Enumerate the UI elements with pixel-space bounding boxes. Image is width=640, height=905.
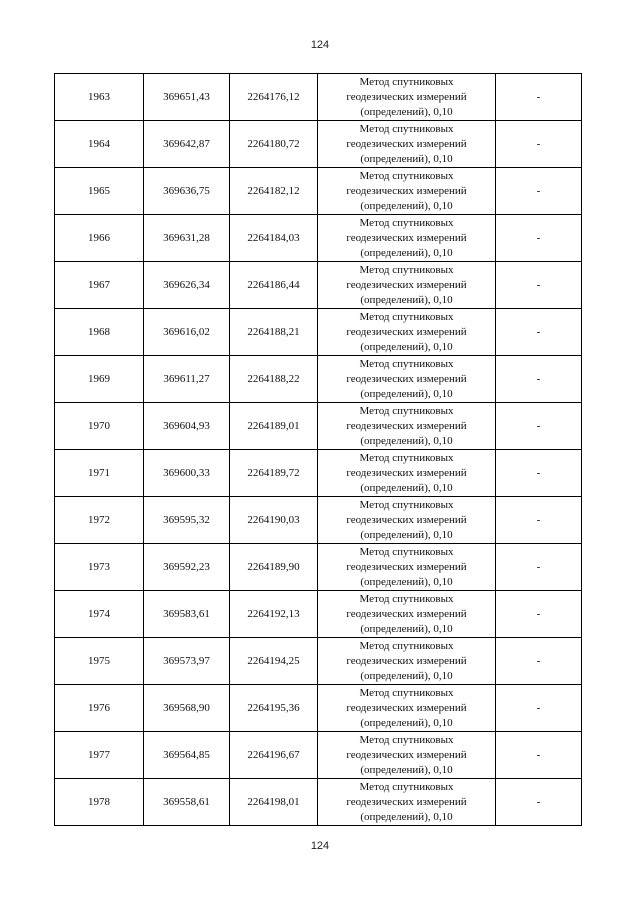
method-text: Метод спутниковых геодезических измерений (определений), 0,10 bbox=[346, 733, 467, 776]
x-coordinate-cell: 369636,75 bbox=[144, 168, 230, 215]
point-number-cell: 1970 bbox=[55, 403, 144, 450]
method-cell bbox=[318, 638, 496, 685]
x-coordinate-cell: 369564,85 bbox=[144, 732, 230, 779]
point-number-cell: 1968 bbox=[55, 309, 144, 356]
method-cell bbox=[318, 450, 496, 497]
point-number-cell: 1975 bbox=[55, 638, 144, 685]
method-text: Метод спутниковых геодезических измерений (определений), 0,10 bbox=[346, 404, 467, 447]
x-coordinate-cell: 369592,23 bbox=[144, 544, 230, 591]
description-cell: - bbox=[496, 591, 582, 638]
description-cell: - bbox=[496, 215, 582, 262]
method-cell bbox=[318, 309, 496, 356]
method-cell bbox=[318, 74, 496, 121]
method-cell bbox=[318, 215, 496, 262]
y-coordinate-cell: 2264198,01 bbox=[230, 779, 318, 826]
x-coordinate-cell: 369583,61 bbox=[144, 591, 230, 638]
table-row bbox=[55, 544, 582, 591]
method-text: Метод спутниковых геодезических измерений (определений), 0,10 bbox=[346, 310, 467, 353]
method-text: Метод спутниковых геодезических измерений (определений), 0,10 bbox=[346, 639, 467, 682]
table-row bbox=[55, 121, 582, 168]
description-cell: - bbox=[496, 309, 582, 356]
y-coordinate-cell: 2264194,25 bbox=[230, 638, 318, 685]
x-coordinate-cell: 369573,97 bbox=[144, 638, 230, 685]
x-coordinate-cell: 369568,90 bbox=[144, 685, 230, 732]
method-cell bbox=[318, 732, 496, 779]
x-coordinate-cell: 369631,28 bbox=[144, 215, 230, 262]
table-row bbox=[55, 403, 582, 450]
table-row bbox=[55, 638, 582, 685]
description-cell: - bbox=[496, 638, 582, 685]
y-coordinate-cell: 2264189,01 bbox=[230, 403, 318, 450]
method-text: Метод спутниковых геодезических измерений (определений), 0,10 bbox=[346, 357, 467, 400]
point-number-cell: 1963 bbox=[55, 74, 144, 121]
method-cell bbox=[318, 497, 496, 544]
coordinates-table bbox=[54, 73, 582, 826]
method-text: Метод спутниковых геодезических измерений (определений), 0,10 bbox=[346, 451, 467, 494]
description-cell: - bbox=[496, 732, 582, 779]
method-text: Метод спутниковых геодезических измерений (определений), 0,10 bbox=[346, 263, 467, 306]
page-number-top: 124 bbox=[310, 39, 330, 51]
point-number-cell: 1965 bbox=[55, 168, 144, 215]
description-cell: - bbox=[496, 121, 582, 168]
description-cell: - bbox=[496, 74, 582, 121]
description-cell: - bbox=[496, 685, 582, 732]
x-coordinate-cell: 369611,27 bbox=[144, 356, 230, 403]
y-coordinate-cell: 2264188,22 bbox=[230, 356, 318, 403]
table-row bbox=[55, 215, 582, 262]
method-cell bbox=[318, 121, 496, 168]
description-cell: - bbox=[496, 403, 582, 450]
method-text: Метод спутниковых геодезических измерений (определений), 0,10 bbox=[346, 75, 467, 118]
table-row bbox=[55, 779, 582, 826]
point-number-cell: 1964 bbox=[55, 121, 144, 168]
x-coordinate-cell: 369558,61 bbox=[144, 779, 230, 826]
table-row bbox=[55, 685, 582, 732]
y-coordinate-cell: 2264186,44 bbox=[230, 262, 318, 309]
y-coordinate-cell: 2264176,12 bbox=[230, 74, 318, 121]
y-coordinate-cell: 2264180,72 bbox=[230, 121, 318, 168]
x-coordinate-cell: 369604,93 bbox=[144, 403, 230, 450]
description-cell: - bbox=[496, 544, 582, 591]
table-row bbox=[55, 497, 582, 544]
method-cell bbox=[318, 262, 496, 309]
point-number-cell: 1969 bbox=[55, 356, 144, 403]
description-cell: - bbox=[496, 779, 582, 826]
x-coordinate-cell: 369642,87 bbox=[144, 121, 230, 168]
x-coordinate-cell: 369595,32 bbox=[144, 497, 230, 544]
method-cell bbox=[318, 168, 496, 215]
point-number-cell: 1973 bbox=[55, 544, 144, 591]
point-number-cell: 1967 bbox=[55, 262, 144, 309]
point-number-cell: 1966 bbox=[55, 215, 144, 262]
method-text: Метод спутниковых геодезических измерений (определений), 0,10 bbox=[346, 686, 467, 729]
coordinates-table-body bbox=[55, 74, 582, 826]
description-cell: - bbox=[496, 497, 582, 544]
description-cell: - bbox=[496, 262, 582, 309]
y-coordinate-cell: 2264192,13 bbox=[230, 591, 318, 638]
y-coordinate-cell: 2264195,36 bbox=[230, 685, 318, 732]
table-row bbox=[55, 450, 582, 497]
point-number-cell: 1971 bbox=[55, 450, 144, 497]
description-cell: - bbox=[496, 356, 582, 403]
description-cell: - bbox=[496, 450, 582, 497]
y-coordinate-cell: 2264189,72 bbox=[230, 450, 318, 497]
y-coordinate-cell: 2264196,67 bbox=[230, 732, 318, 779]
table-row bbox=[55, 591, 582, 638]
method-text: Метод спутниковых геодезических измерений (определений), 0,10 bbox=[346, 169, 467, 212]
method-cell bbox=[318, 356, 496, 403]
y-coordinate-cell: 2264189,90 bbox=[230, 544, 318, 591]
x-coordinate-cell: 369651,43 bbox=[144, 74, 230, 121]
point-number-cell: 1978 bbox=[55, 779, 144, 826]
method-text: Метод спутниковых геодезических измерений (определений), 0,10 bbox=[346, 498, 467, 541]
x-coordinate-cell: 369616,02 bbox=[144, 309, 230, 356]
y-coordinate-cell: 2264182,12 bbox=[230, 168, 318, 215]
point-number-cell: 1977 bbox=[55, 732, 144, 779]
table-row bbox=[55, 74, 582, 121]
y-coordinate-cell: 2264190,03 bbox=[230, 497, 318, 544]
point-number-cell: 1972 bbox=[55, 497, 144, 544]
method-text: Метод спутниковых геодезических измерений (определений), 0,10 bbox=[346, 592, 467, 635]
x-coordinate-cell: 369626,34 bbox=[144, 262, 230, 309]
method-text: Метод спутниковых геодезических измерений (определений), 0,10 bbox=[346, 780, 467, 823]
table-row bbox=[55, 168, 582, 215]
table-row bbox=[55, 356, 582, 403]
point-number-cell: 1974 bbox=[55, 591, 144, 638]
method-cell bbox=[318, 685, 496, 732]
method-cell bbox=[318, 544, 496, 591]
method-cell bbox=[318, 779, 496, 826]
method-cell bbox=[318, 591, 496, 638]
y-coordinate-cell: 2264184,03 bbox=[230, 215, 318, 262]
method-text: Метод спутниковых геодезических измерений (определений), 0,10 bbox=[346, 216, 467, 259]
x-coordinate-cell: 369600,33 bbox=[144, 450, 230, 497]
table-row bbox=[55, 732, 582, 779]
y-coordinate-cell: 2264188,21 bbox=[230, 309, 318, 356]
table-row bbox=[55, 309, 582, 356]
method-cell bbox=[318, 403, 496, 450]
table-row bbox=[55, 262, 582, 309]
description-cell: - bbox=[496, 168, 582, 215]
method-text: Метод спутниковых геодезических измерений (определений), 0,10 bbox=[346, 545, 467, 588]
point-number-cell: 1976 bbox=[55, 685, 144, 732]
method-text: Метод спутниковых геодезических измерений (определений), 0,10 bbox=[346, 122, 467, 165]
page-number-bottom: 124 bbox=[310, 840, 330, 852]
